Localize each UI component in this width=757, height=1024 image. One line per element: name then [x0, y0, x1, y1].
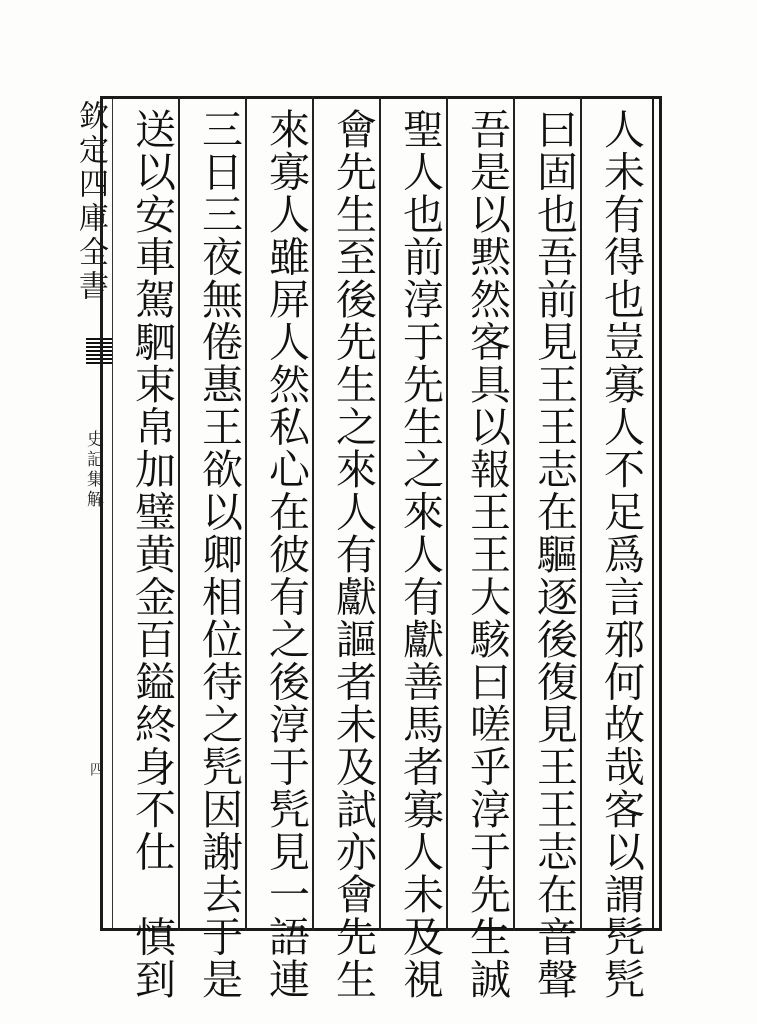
text-column-3: 吾是以黙然客具以報王王大駭曰嗟乎淳于先生誠: [463, 108, 511, 1001]
page-number: 四: [88, 762, 104, 776]
text-column-6: 來寡人雖屏人然私心在彼有之後淳于髠見一語連: [262, 108, 310, 1001]
frame-inner-rule: [652, 96, 654, 931]
text-column-2: 曰固也吾前見王王志在驅逐後復見王王志在音聲: [530, 108, 578, 1001]
text-column-5: 會先生至後先生之來人有獻謳者未及試亦會先生: [329, 108, 377, 1001]
section-title: 史記集解: [83, 430, 103, 510]
book-title: 欽定四庫全書: [73, 100, 108, 304]
text-column-7: 三日三夜無倦惠王欲以卿相位待之髠因謝去于是: [195, 108, 243, 1001]
text-column-8: 送以安車駕駟束帛加璧黄金百鎰終身不仕 慎到: [128, 108, 176, 1001]
text-column-1: 人未有得也豈寡人不足爲言邪何故哉客以謂髠髠: [597, 108, 645, 1001]
text-column-4: 聖人也前淳于先生之來人有獻善馬者寡人未及視: [396, 108, 444, 1001]
